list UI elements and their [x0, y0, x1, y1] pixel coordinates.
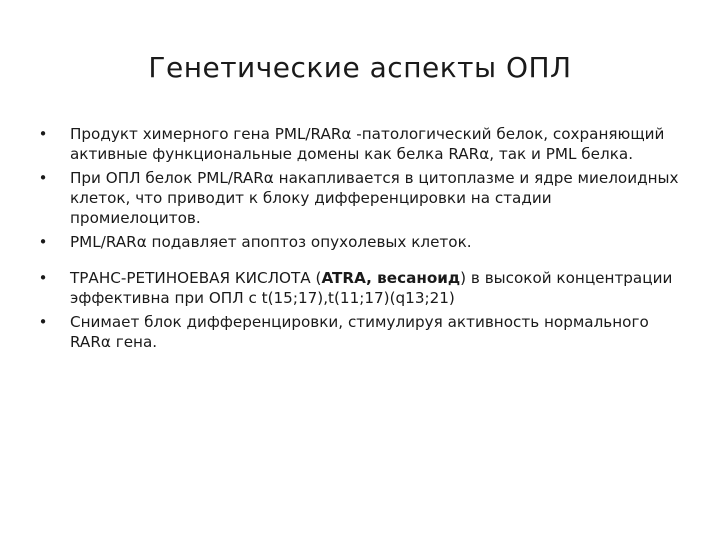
bullet-item	[36, 312, 686, 352]
bullet-text: Снимает блок дифференцировки, стимулируя активность нормального RARα гена.	[70, 313, 649, 351]
bullet-icon: •	[38, 313, 48, 331]
bullet-icon: •	[38, 269, 48, 287]
bullet-text-post: ) в высокой концентрации эффективна при ОПЛ с t(15;17),t(11;17)(q13;21)	[70, 269, 673, 307]
bullet-item	[36, 232, 686, 252]
bullet-text-bold: ATRA, весаноид	[321, 269, 461, 287]
bullet-list	[36, 124, 686, 356]
slide-title: Генетические аспекты ОПЛ	[148, 51, 572, 84]
bullet-icon: •	[38, 169, 48, 187]
bullet-item	[36, 168, 686, 228]
bullet-item	[36, 124, 686, 164]
bullet-item	[36, 268, 686, 308]
bullet-icon: •	[38, 233, 48, 251]
bullet-icon: •	[38, 125, 48, 143]
bullet-text: Продукт химерного гена PML/RARα -патологический белок, сохраняющий активные функциональные домены как белка RARα, так и PML белка.	[70, 125, 665, 163]
bullet-text-pre: ТРАНС-РЕТИНОЕВАЯ КИСЛОТА (	[70, 269, 322, 287]
bullet-text	[70, 269, 672, 307]
bullet-text: PML/RARα подавляет апоптоз опухолевых клеток.	[70, 233, 472, 251]
bullet-text: При ОПЛ белок PML/RARα накапливается в цитоплазме и ядре миелоидных клеток, что приводит к блоку дифференцировки на стадии промиелоцитов.	[70, 169, 679, 227]
